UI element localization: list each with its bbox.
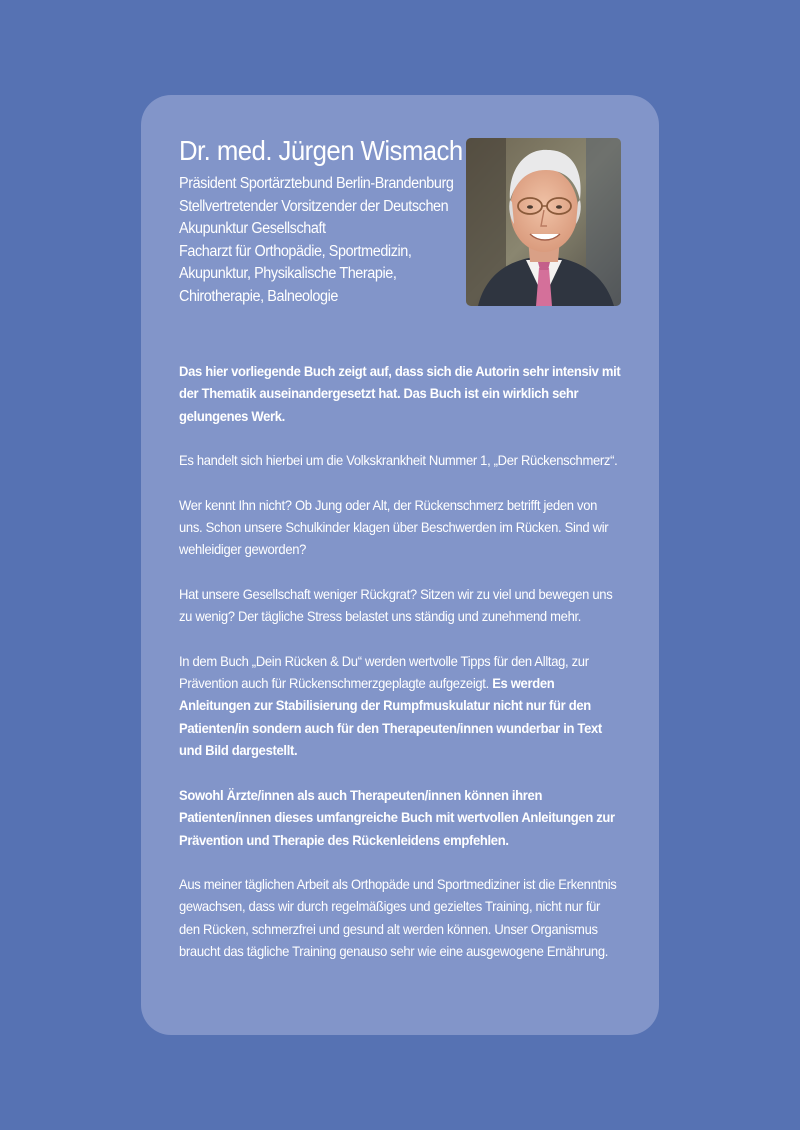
foreword-paragraph: Hat unsere Gesellschaft weniger Rückgrat? Sitzen wir zu viel und bewegen uns zu wenig? Der tägliche Stress belastet uns ständig und zunehmend mehr. <box>179 585 613 625</box>
portrait-illustration <box>466 138 621 306</box>
author-title-line: Präsident Sportärztebund Berlin-Brandenburg <box>179 175 454 192</box>
foreword-paragraph: Sowohl Ärzte/innen als auch Therapeuten/innen können ihren Patienten/innen dieses umfangreiche Buch mit wertvollen Anleitungen zur Prävention und Therapie des Rückenleidens empfehlen. <box>179 786 615 848</box>
author-title-line: Facharzt für Orthopädie, Sportmedizin, <box>179 242 412 260</box>
foreword-body <box>179 360 629 985</box>
author-titles <box>179 173 479 308</box>
foreword-paragraph: Es handelt sich hierbei um die Volkskrankheit Nummer 1, „Der Rückenschmerz“. <box>179 452 618 469</box>
foreword-paragraph: Wer kennt Ihn nicht? Ob Jung oder Alt, der Rückenschmerz betrifft jeden von uns. Schon unsere Schulkinder klagen über Beschwerden im Rücken. Sind wir wehleidiger geworden? <box>179 496 609 558</box>
author-title-line: Akupunktur, Physikalische Therapie, <box>179 265 397 282</box>
author-title-line: Stellvertretender Vorsitzender der Deutschen <box>179 197 449 215</box>
author-portrait-photo <box>466 138 621 306</box>
paragraph-emphasis: Es werden Anleitungen zur Stabilisierung der Rumpfmuskulatur nicht nur für den Patienten/in sondern auch für den Therapeuten/innen wunderbar in Text und Bild dargestellt. <box>179 675 602 759</box>
foreword-paragraph: Aus meiner täglichen Arbeit als Orthopäde und Sportmediziner ist die Erkenntnis gewachsen, dass wir durch regelmäßiges und gezieltes Training, nicht nur für den Rücken, schmerzfrei und gesund alt werden können. Unser Organismus braucht das tägliche Training genauso sehr wie eine ausgewogene Ernährung. <box>179 875 617 960</box>
author-title-line: Chirotherapie, Balneologie <box>179 287 339 305</box>
paragraph-text: In dem Buch „Dein Rücken & Du“ werden wertvolle Tipps für den Alltag, zur Prävention auch für Rückenschmerzgeplagte aufgezeigt. <box>179 652 589 692</box>
author-name: Dr. med. Jürgen Wismach <box>179 135 463 166</box>
author-header <box>179 133 623 345</box>
foreword-paragraph: Das hier vorliegende Buch zeigt auf, dass sich die Autorin sehr intensiv mit der Thematik auseinandergesetzt hat. Das Buch ist ein wirklich sehr gelungenes Werk. <box>179 363 621 424</box>
foreword-paragraph <box>179 650 624 762</box>
foreword-card <box>141 95 659 1035</box>
author-title-line: Akupunktur Gesellschaft <box>179 220 326 237</box>
